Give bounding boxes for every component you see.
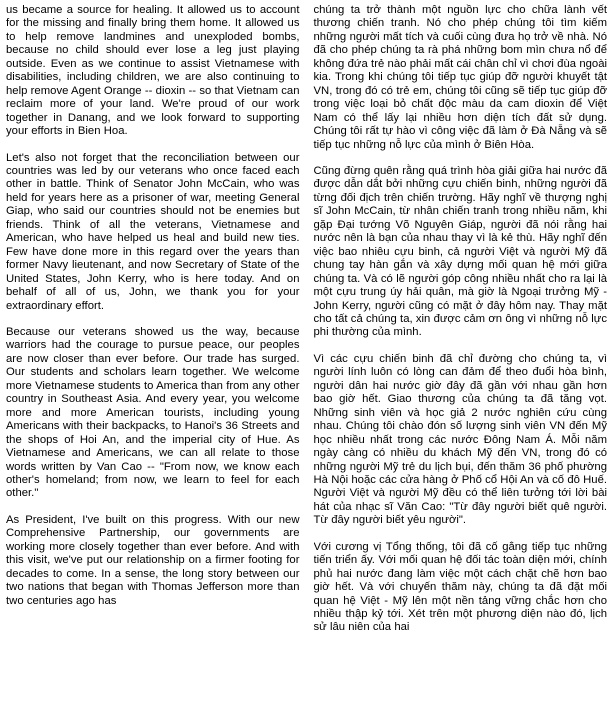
english-column <box>6 4 300 719</box>
paragraph: Với cương vị Tổng thống, tôi đã cố gắng tiếp tục những tiến triển ấy. Với mối quan hệ đối tác toàn diện mới, chính phủ hai nước đang làm việc một cách chặt chẽ hơn bao giờ hết. Và với chuyến thăm này, chúng ta đã đặt mối quan hệ Việt - Mỹ lên một nền tảng vững chắc hơn cho nhiều thập kỷ tới. Xét trên một phương diện nào đó, lịch sử lâu niên của hai <box>313 540 607 634</box>
paragraph: chúng ta trở thành một nguồn lực cho chữa lành vết thương chiến tranh. Nó cho phép chúng tôi tìm kiếm những người mất tích và cuối cùng đưa họ trở về nhà. Nó đã cho phép chúng ta rà phá những bom mìn chưa nổ để không đứa trẻ nào phải mất cái chân chỉ vì chơi đùa ngoài kia. Trong khi chúng tôi tiếp tục giúp đỡ người khuyết tật VN, trong đó có trẻ em, chúng tôi cũng sẽ tiếp tục giúp đỡ trong việc loại bỏ chất độc màu da cam dioxin để Việt Nam có thể lấy lại nhiều hơn diện tích đất sử dụng. Chúng tôi rất tự hào vì công việc đã làm ở Đà Nẵng và sẽ tiếp tục những nỗ lực của mình ở Biên Hòa. <box>313 4 607 151</box>
paragraph: As President, I've built on this progress. With our new Comprehensive Partnership, our governments are working more closely together than ever before. And with this visit, we've put our relationship on a firmer footing for decades to come. In a sense, the long story between our two nations that began with Thomas Jefferson more than two centuries ago has <box>6 513 300 607</box>
paragraph: us became a source for healing. It allowed us to account for the missing and finally bring them home. It allowed us to help remove landmines and unexploded bombs, because no child should ever lose a leg just playing outside. Even as we continue to assist Vietnamese with disabilities, including children, we are also continuing to help remove Agent Orange -- dioxin -- so that Vietnam can reclaim more of your land. We're proud of our work together in Danang, and we look forward to supporting your efforts in Bien Hoa. <box>6 4 300 138</box>
paragraph: Vì các cựu chiến binh đã chỉ đường cho chúng ta, vì người lính luôn có lòng can đảm để theo đuổi hòa bình, người dân hai nước giờ đây đã gần với nhau gần hơn bao giờ hết. Giao thương của chúng ta đã tăng vọt. Những sinh viên và học giả 2 nước nghiên cứu cùng nhau. Chúng tôi chào đón số lượng sinh viên VN đến Mỹ học nhiều nhất trong các nước Đông Nam Á. Mỗi năm ngày càng có nhiều du khách Mỹ đến VN, trong đó có những người Mỹ trẻ du lịch bụi, đến thăm 36 phố phường Hà Nội hoặc các cửa hàng ở Phố cổ Hội An và cố đô Huế. Người Việt và người Mỹ đều có thể liên tưởng tới lời bài hát của nhạc sĩ Văn Cao: "Từ đây người biết quê người. Từ đây người biết yêu người". <box>313 352 607 527</box>
paragraph: Cũng đừng quên rằng quá trình hòa giải giữa hai nước đã được dẫn dắt bởi những cựu chiến binh, những người đã từng đối địch trên chiến trường. Hãy nghĩ về thượng nghị sĩ John McCain, từ nhân chiến tranh trong nhiều năm, khi gặp Đại tướng Võ Nguyên Giáp, người đã nói rằng hai nước nên là bạn của nhau thay vì là kẻ thù. Hãy nghĩ đến việc bao nhiêu cựu binh, cả người Việt và người Mỹ đã chung tay hàn gắn và xây dựng mối quan hệ mới giữa chúng ta. Và có lẽ người góp công nhiều nhất cho ra lại là một cựu trung úy hải quân, mà giờ là Ngoại trưởng Mỹ - John Kerry, người cũng có mặt ở đây hôm nay. Thay mặt cho tất cả chúng ta, xin được cảm ơn ông vì những nỗ lực phi thường của mình. <box>313 164 607 339</box>
vietnamese-column <box>314 4 608 719</box>
paragraph: Let's also not forget that the reconciliation between our countries was led by our veterans who once faced each other in battle. Think of Senator John McCain, who was held for years here as a prisoner of war, meeting General Giap, who said our countries should not be enemies but friends. Think of all the veterans, Vietnamese and American, who have helped us heal and build new ties. Few have done more in this regard over the years than former Navy lieutenant, and now Secretary of State of the United States, John Kerry, who is here today. And on behalf of all of us, John, we thank you for your extraordinary effort. <box>6 151 300 312</box>
paragraph: Because our veterans showed us the way, because warriors had the courage to pursue peace, our peoples are now closer than ever before. Our trade has surged. Our students and scholars learn together. We welcome more Vietnamese students to America than from any other country in Southeast Asia. And every year, you welcome more and more American tourists, including young Americans with their backpacks, to Hanoi's 36 Streets and the shops of Hoi An, and the imperial city of Hue. As Vietnamese and Americans, we can all relate to those words written by Van Cao -- "From now, we know each other's homeland; from now, we learn to feel for each other." <box>6 325 300 500</box>
